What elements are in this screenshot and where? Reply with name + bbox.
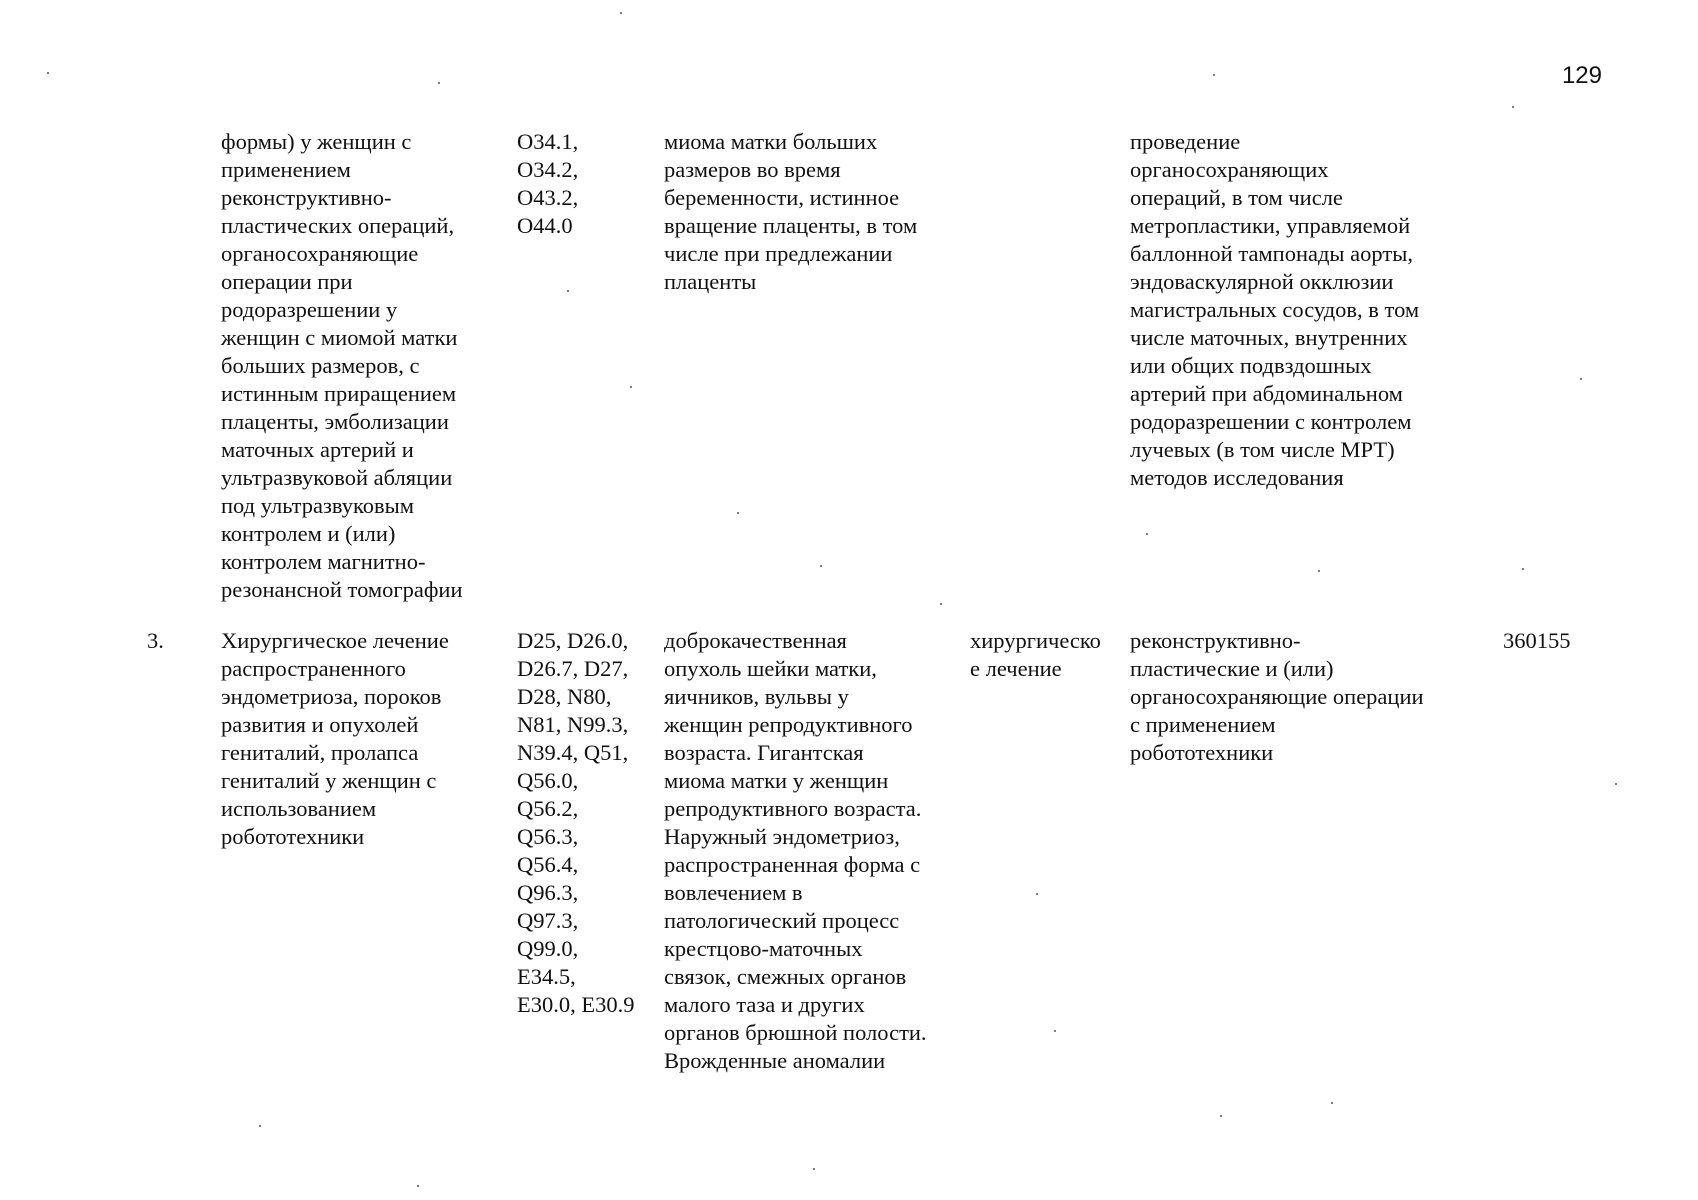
patient-model: доброкачественная опухоль шейки матки, яичников, вульвы у женщин репродуктивного возраста. Гигантская миома матки у женщин репродуктивного возраста. Наружный эндометриоз, распространенная форма с вовлечением в патологический процесс крестцово-маточных связок, смежных органов малого таза и других органов брюшной полости. Врожденные аномалии	[664, 628, 927, 1073]
scan-speck	[47, 72, 49, 74]
treatment-type: хирургическо е лечение	[970, 628, 1101, 681]
treatment-method: проведение органосохраняющих операций, в том числе метропластики, управляемой баллонной тампонады аорты, эндоваскулярной окклюзии магистральных сосудов, в том числе маточных, внутренних или общих подвздошных артерий при абдоминальном родоразрешении с контролем лучевых (в том числе МРТ) методов исследования	[1130, 129, 1420, 490]
scan-speck	[737, 512, 739, 514]
scan-speck	[417, 1185, 419, 1187]
scan-speck	[259, 1125, 261, 1127]
scan-speck	[1318, 570, 1320, 572]
scan-speck	[1146, 533, 1148, 535]
patient-model: миома матки больших размеров во время беременности, истинное вращение плаценты, в том числе при предлежании плаценты	[664, 129, 918, 294]
scan-speck	[1213, 74, 1215, 76]
scan-speck	[1054, 1030, 1056, 1032]
cost-value: 360155	[1503, 628, 1571, 653]
icd-codes: O34.1, O34.2, O43.2, O44.0	[517, 129, 579, 238]
scan-speck	[1580, 378, 1582, 380]
row-number: 3.	[147, 628, 164, 653]
procedure-name: формы) у женщин с применением реконструктивно- пластических операций, органосохраняющие операции при родоразрешении у женщин с миомой матки больших размеров, с истинным приращением плаценты, эмболизации маточных артерий и ультразвуковой абляции под ультразвуковым контролем и (или) контролем магнитно- резонансной томографии	[221, 129, 463, 602]
icd-codes: D25, D26.0, D26.7, D27, D28, N80, N81, N99.3, N39.4, Q51, Q56.0, Q56.2, Q56.3, Q56.4, Q96.3, Q97.3, Q99.0, E34.5, E30.0, E30.9	[517, 628, 635, 1017]
scan-speck	[1331, 1102, 1333, 1104]
scan-speck	[438, 82, 440, 84]
scan-speck	[620, 12, 622, 14]
scan-speck	[1615, 783, 1617, 785]
treatment-method: реконструктивно- пластические и (или) органосохраняющие операции с применением робототехники	[1130, 628, 1424, 765]
scan-speck	[940, 603, 942, 605]
scan-speck	[1220, 1115, 1222, 1117]
scan-speck	[630, 386, 632, 388]
scan-speck	[820, 565, 822, 567]
scan-speck	[813, 1168, 815, 1170]
scan-speck	[1512, 106, 1514, 108]
procedure-name: Хирургическое лечение распространенного эндометриоза, пороков развития и опухолей гениталий, пролапса гениталий у женщин с использованием робототехники	[221, 628, 449, 849]
page-number: 129	[1561, 62, 1602, 89]
scan-speck	[1036, 893, 1038, 895]
scan-speck	[567, 290, 569, 292]
scan-speck	[1522, 568, 1524, 570]
